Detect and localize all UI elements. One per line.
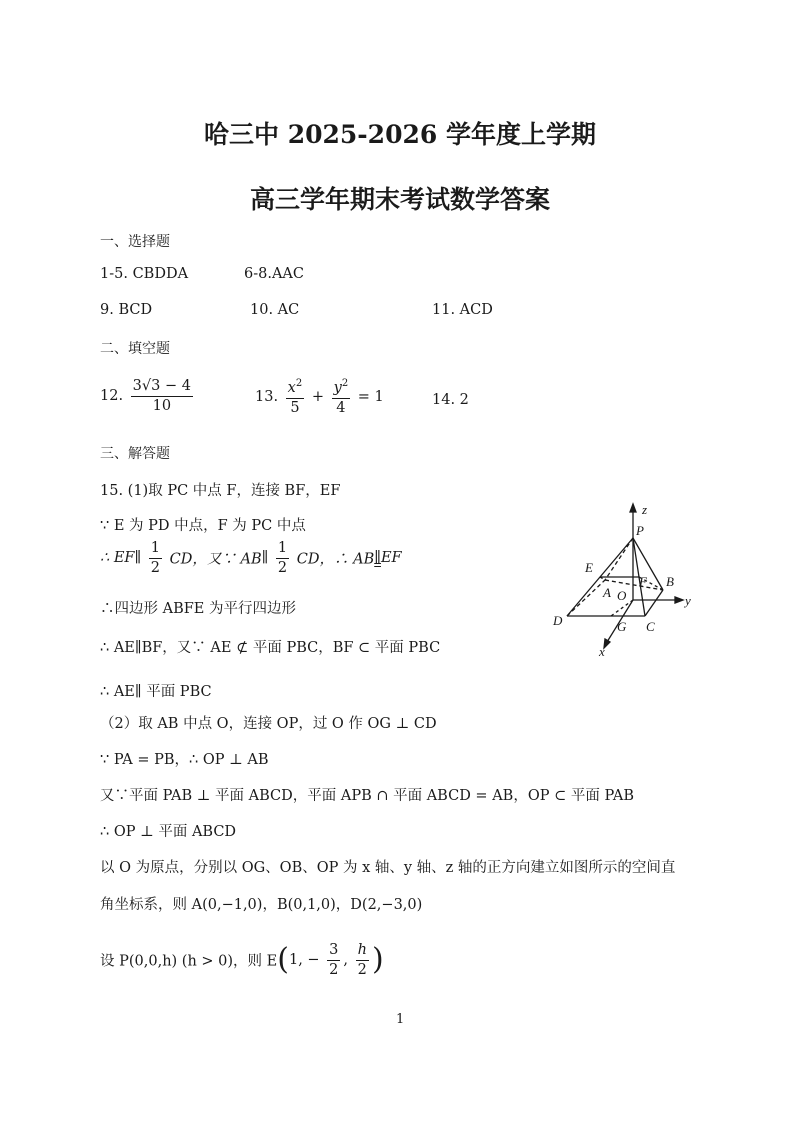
line13-b: 1, − [288,952,320,969]
solution-line-8: ∵ PA = PB，∴ OP ⊥ AB [100,752,269,768]
section-fill: 二、填空题 [100,341,170,357]
label-C: C [646,619,655,634]
title-line-2: 高三学年期末考试数学答案 [249,185,550,214]
edge-DA [567,580,605,616]
answer-13-x-den: 5 [290,399,300,416]
page-number: 1 [396,1012,405,1027]
answer-12 [100,378,196,414]
answer-13-x: x [287,379,296,396]
x-arrow [604,639,610,648]
solution-line-3: ∴ EF∥ $\frac{1}{2}$ CD，又∵ AB∥ $\frac{1}{2}$ CD，∴ AB∥EF [100,540,402,576]
answer-1-5: 1-5. CBDDA [100,266,189,282]
line3-cd-ab-2: CD，∴ AB [296,551,375,568]
solution-line-13: 设 P(0,0,h) (h > 0)，则 E(1, − $\frac{3}{2}$ , $\frac{h}{2}$ ) [100,942,384,978]
solution-line-12: 角坐标系，则 A(0,−1,0)，B(0,1,0)，D(2,−3,0) [100,897,423,913]
line13-frac-h-2 [356,942,369,978]
edge-AB [605,580,663,590]
answer-11: 11. ACD [432,302,493,318]
line13-c: , [343,952,349,969]
z-arrow [630,504,636,512]
half-2-num: 1 [276,540,289,559]
label-P: P [636,523,644,538]
solution-line-5: ∴ AE∥BF，又∵ AE ⊄ 平面 PBC，BF ⊂ 平面 PBC [100,640,441,656]
answer-13-y-den: 4 [336,399,346,416]
answer-12-numerator: 3√3 − 4 [131,378,193,397]
solution-line-11: 以 O 为原点，分别以 OG、OB、OP 为 x 轴、y 轴、z 轴的正方向建立如图所示的空间直 [100,860,676,876]
half-2-den: 2 [277,559,288,576]
line3-ef: ∴ EF [100,550,135,567]
solution-line-10: ∴ OP ⊥ 平面 ABCD [100,824,237,840]
section-choice: 一、选择题 [100,234,170,250]
solution-line-6: ∴ AE∥ 平面 PBC [100,684,212,700]
answer-12-denominator: 10 [152,397,172,414]
label-A: A [603,585,611,600]
y-arrow [675,597,683,603]
label-y: y [685,593,691,608]
label-F: F [639,574,647,589]
answer-13: 13. $\frac{x^2}{5}$ + $\frac{y^2}{4}$ = 1 [255,378,384,416]
answer-13-y: y [333,379,342,396]
edge-CB [645,590,663,616]
label-D: D [553,613,563,628]
label-E: E [585,560,593,575]
line3-ef-2: EF [380,550,402,567]
label-B: B [666,574,674,589]
solution-line-7: （2）取 AB 中点 O，连接 OP，过 O 作 OG ⊥ CD [100,716,437,732]
pyramid-figure [545,500,715,660]
title-line-1: 哈三中 2025-2026 学年度上学期 [204,120,596,149]
line3-cd-ab: CD，又∵ AB [169,551,262,568]
solution-line-9: 又∵平面 PAB ⊥ 平面 ABCD，平面 APB ∩ 平面 ABCD = AB，OP ⊂ 平面 PAB [100,788,634,804]
frac-h: h [356,942,369,961]
solution-line-2: ∵ E 为 PD 中点，F 为 PC 中点 [100,518,306,534]
line3-half-1 [149,540,162,576]
answer-12-label: 12. [100,388,124,405]
label-x: x [599,644,605,659]
half-1-den: 2 [150,559,161,576]
answer-13-x-fraction: $\frac{x^2}{5}$ [287,378,303,416]
frac-2b: 2 [357,961,367,978]
answer-6-8: 6-8.AAC [244,266,304,282]
label-z: z [642,502,648,517]
label-G: G [617,619,627,634]
answer-13-label: 13. [255,389,279,406]
answer-9: 9. BCD [100,302,153,318]
label-O: O [617,588,627,603]
solution-line-1: 15. (1)取 PC 中点 F，连接 BF，EF [100,483,341,499]
edge-PA [605,538,633,580]
answer-12-fraction [131,378,193,414]
solution-line-4: ∴四边形 ABFE 为平行四边形 [100,601,296,617]
frac-3: 3 [327,942,340,961]
line13-a: 设 P(0,0,h) (h > 0)，则 E [100,953,278,970]
frac-2a: 2 [329,961,339,978]
line3-half-2 [276,540,289,576]
answer-13-y-fraction: $\frac{y^2}{4}$ [333,378,349,416]
answer-13-rhs: = 1 [357,389,384,406]
line13-frac-3-2 [327,942,340,978]
answer-10: 10. AC [250,302,300,318]
half-1-num: 1 [149,540,162,559]
section-solutions: 三、解答题 [100,446,170,462]
answer-14: 14. 2 [432,392,469,408]
